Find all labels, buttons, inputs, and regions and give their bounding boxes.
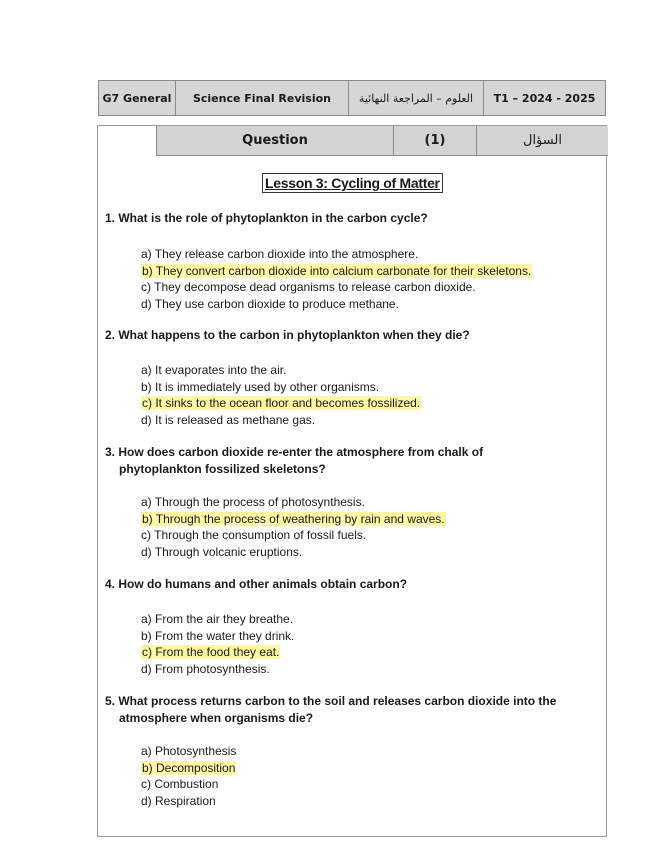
option: b) It is immediately used by other organisms.	[141, 379, 380, 394]
lesson-title: Lesson 3: Cycling of Matter	[262, 173, 443, 193]
question-3-line-1: 3. How does carbon dioxide re-enter the atmosphere from chalk of	[105, 445, 484, 459]
question-4-options	[141, 611, 294, 677]
option: b) From the water they drink.	[141, 628, 295, 643]
option: a) Photosynthesis	[141, 744, 237, 758]
question-number: (1)	[394, 126, 477, 155]
subject-cell: Science Final Revision	[176, 81, 349, 115]
question-bar	[156, 126, 608, 156]
option-highlighted: b) Through the process of weathering by rain and waves.	[142, 511, 445, 526]
question-frame	[97, 125, 607, 837]
option: d) It is released as methane gas.	[141, 412, 316, 427]
question-3-options	[141, 494, 446, 560]
option: d) They use carbon dioxide to produce methane.	[141, 296, 399, 311]
question-1: 1. What is the role of phytoplankton in the carbon cycle?	[105, 211, 428, 225]
question-2-options	[141, 362, 421, 428]
question-5-options	[141, 743, 236, 809]
option: a) From the air they breathe.	[141, 612, 294, 626]
option: c) Combustion	[141, 777, 219, 791]
option: d) From photosynthesis.	[141, 661, 270, 676]
option: a) It evaporates into the air.	[141, 363, 287, 377]
question-label: Question	[157, 126, 394, 155]
option: a) Through the process of photosynthesis.	[141, 495, 365, 509]
option-highlighted: c) From the food they eat.	[142, 645, 280, 659]
option-highlighted: c) It sinks to the ocean floor and becomes fossilized.	[142, 396, 421, 410]
question-3-line-2: phytoplankton fossilized skeletons?	[119, 462, 326, 476]
question-label-arabic: السؤال	[523, 133, 562, 148]
option: a) They release carbon dioxide into the atmosphere.	[141, 247, 419, 261]
option-highlighted: b) Decomposition	[142, 760, 236, 775]
option-highlighted: b) They convert carbon dioxide into calcium carbonate for their skeletons.	[142, 263, 532, 278]
question-5-line-1: 5. What process returns carbon to the soil and releases carbon dioxide into the	[105, 694, 557, 708]
question-3	[105, 444, 483, 478]
option: d) Through volcanic eruptions.	[141, 544, 303, 559]
option: c) They decompose dead organisms to release carbon dioxide.	[141, 280, 476, 294]
header-table	[98, 80, 606, 116]
subject-arabic-cell: العلوم – المراجعة النهائية	[349, 81, 484, 115]
question-5-line-2: atmosphere when organisms die?	[119, 711, 314, 725]
question-5	[105, 693, 556, 727]
question-4: 4. How do humans and other animals obtain carbon?	[105, 577, 408, 591]
term-cell: T1 – 2024 - 2025	[493, 91, 596, 105]
grade-cell: G7 General	[99, 81, 176, 115]
option: c) Through the consumption of fossil fuels.	[141, 528, 367, 542]
option: d) Respiration	[141, 793, 216, 808]
question-1-options	[141, 246, 532, 312]
question-2: 2. What happens to the carbon in phytoplankton when they die?	[105, 328, 470, 342]
